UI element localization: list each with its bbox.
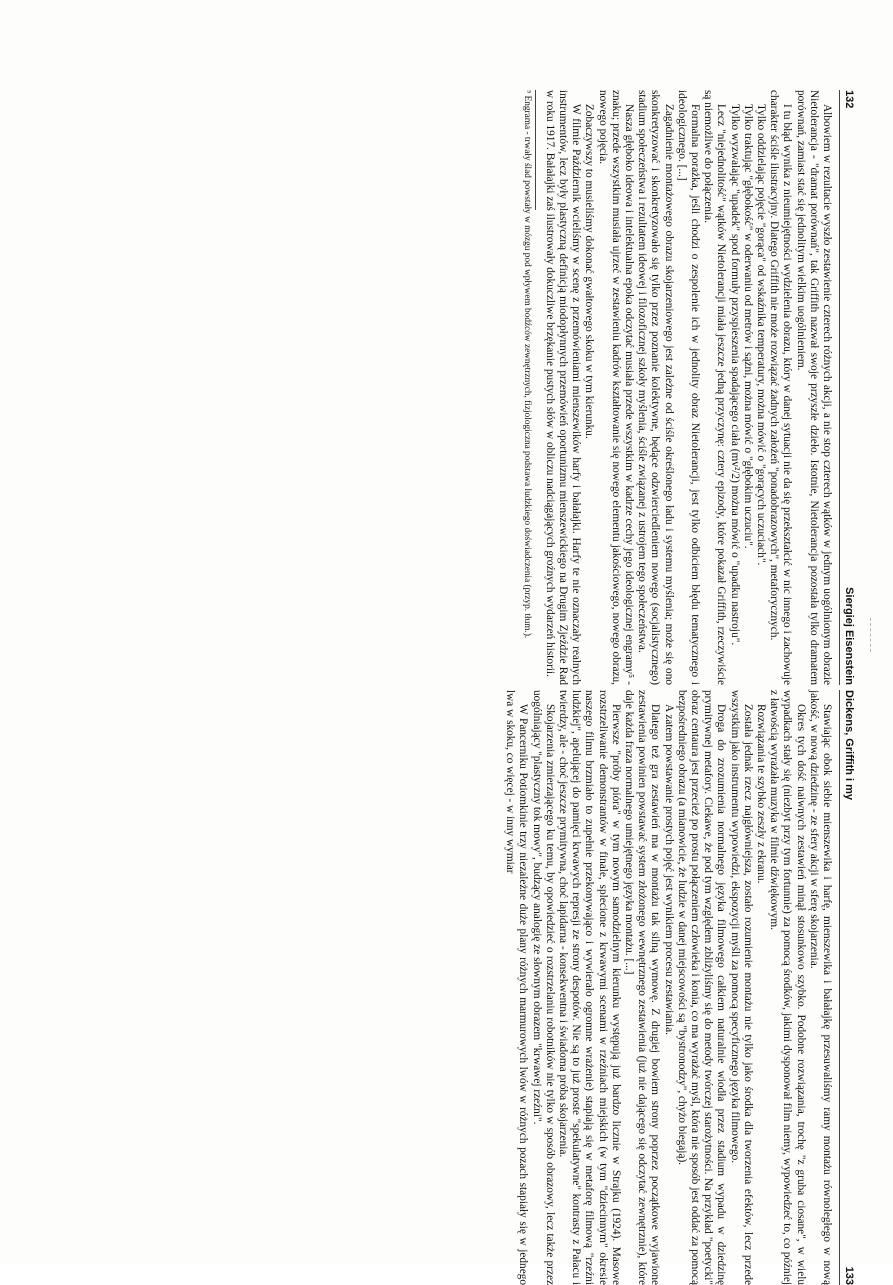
paragraph: Lecz "niejednolitość" wątków Nietolerancji miała jeszcze jedną przyczynę: cztery epizody, które pokazał Griffith, rzeczywiście są niemożliwe do połączenia. [702,90,728,685]
paragraph: Zagadnienie montażowego obrazu skojarzeniowego jest zależne od ściśle określonego ładu i systemu myślenia; może się ono skonkretyzować i skonkretyzowało się tylko przez poznanie kolektywne, będące odzwierciedleniem nowego (socjalistycznego) stadium społeczeństwa i rezultatem ideowej i filozoficznej szkoły myślenia, ściśle związanej z ustrojem tego społeczeństwa. [636,90,675,685]
paragraph: Zobaczywszy to musieliśmy dokonać gwałtowego skoku w tym kierunku. [583,104,596,439]
paragraph: Rozwiązania te szybko zeszły z ekranu. [754,704,767,884]
body-text [543,90,833,685]
running-head-title: Siergiej Eisenstein [843,587,855,685]
paragraph: Droga do zrozumienia normalnego języka filmowego całkiem naturalnie wiodła przez stadium wypadu w dziedzinę prymitywnej metafory. Ciekawe, że pod tym względem zbliżyliśmy się do metody twórczej starożytności. Na przykład "poetycki" obraz centaura jest przecież po prostu połączeniem człowieka i konia, co ma wyrażać myśl, która nie sposób jest oddać za pomocą bezpośredniego obrazu (a mianowicie, że ludzie w danej miejscowości są "bystronodzy", chyżo biegają). [675,690,728,1285]
paragraph: Tylko wyzwalając "upadek" spod formuły przyspieszenia spadającego ciała (mv²/2) można mówić o "upadku nastroju". [728,104,741,646]
footnote: ⁵ Engrama - trwały ślad powstały w mózgu pod wpływem bodźców zewnętrznych, fizjologiczna podstawa ludzkiego doświadczenia (przyp. tłum.). [521,90,532,639]
paragraph: Skojarzenia zmierzającego ku temu, by opowiedzieć o rozstrzelaniu robotników nie tylko w sposób obrazowy, lecz także przez uogólniający "plastyczny tok mowy", budzący analogię ze słownym obrazem "krwawej rzeźni". [530,690,556,1285]
right-page [433,690,855,1285]
paragraph: Tylko oddzielając pojęcie "gorąca" od wskaźnika temperatury, można mówić o "gorących uczuciach". [754,104,767,566]
paragraph: W filmie Październik wcieliśmy w scenę z przemówieniami mienszewików harfy i bałałajki. Harfy te nie oznaczały realnych instrumentów, lecz były plastyczną definicją miodopłynnych przemówień oportunizmu mienszewickiego na Drugim Zjeździe Rad w roku 1917. Bałałajki zaś ilustrowały dokuczliwe brzękanie pustych słów w obliczu nadciągających groźnych wydarzeń historii. [543,90,583,685]
running-head [839,690,855,1285]
paragraph: Została jednak rzecz najgłówniejsza, zostało rozumienie montażu nie tylko jako środka dla tworzenia efektów, lecz przede wszystkim jako instrumentu wypowiedzi, ekspozycji myśli za pomocą specyficznego języka filmowego. [728,690,754,1285]
paragraph: Okres tych dość naiwnych zestawień minął stosunkowo szybko. Podobne rozwiązania, trochę "z gruba ciosane", w wielu wypadkach stały się (niezbyt przy tym fortunnie) za pomocą środków, jakimi dysponował film niemy, wypowiedzeć to, co później z łatwością wyrażała muzyka w filmie dźwiękowym. [768,690,807,1285]
paragraph: Pierwsze "próby pióra" w tym nowym samodzielnym kierunku występują już bardzo licznie w Strajku (1924). Masowe rozstrzeliwanie demonstrantów w finale, splecione z krwawymi scenami w rzeźniach miejskich (w tym "dziecinnym" okresie naszego filmu brzmiało to zupełnie przekonywająco i wywierało ogromne wrażenie) stapiają się w metaforę filmową "rzeźni ludzkiej", apelującej do pamięci krwawych represji ze strony despotów. Nie są to już proste "spekulatywne" kontrasty z Pałacu i twierdzy, ale - choć jeszcze prymitywna, choć lapidarna - konsekwentna i świadoma próba skojarzenia. [556,690,622,1285]
paragraph: I tu błąd wynika z nieumiejętności wydzielenia obrazu, który w danej sytuacji nie da się przekształcić w nic innego i zachowuje charakter ściśle ilustracyjny. Dlatego Griffith nie może rozwiązać żadnych założeń "ponadobrazowych", metaforycznych. [768,90,794,685]
page-number: 132 [843,90,855,109]
page-number: 133 [843,1266,855,1285]
running-head-title: Dickens, Griffith i my [843,690,855,801]
body-text [503,690,833,1285]
running-head [839,90,855,685]
paragraph: Stawiając obok siebie mienszewika i harfę, mienszewika i bałałajkę przesuwaliśmy ramy montażu równoległego w nową jakość, w nową dziedzinę - ze sfery akcji w sferę skojarzenia. [807,690,833,1285]
paragraph: Albowiem w rezultacie wyszło zestawienie czterech różnych akcji, a nie stop czterech wątków w jednym uogólnionym obrazie Nietolerancja - "dramat porównań", tak Griffith nazwał swoje przyszłe dzieło. Istotnie, Nietolerancja pozostała tylko dramatem porównań, zamiast stać się jednolitym wielkim uogólnieniem. [794,90,833,685]
footnote-divider [535,90,536,210]
paragraph: Nasza głęboko ideowa i intelektualna epoka odczytać musiała przede wszystkim w kadrze cechy jego ideologicznej engramy⁵ - znaku; przede wszystkim musiała ujrzeć w zestawieniu kadrów kształtowanie się nowego elementu jakościowego, nowego obrazu, nowego pojęcia. [596,90,635,685]
paragraph: Tylko traktując "głębokość" w oderwaniu od metrów i sążni, można mówić o "głębokim uczuciu". [741,104,754,549]
left-page [433,90,855,685]
paragraph: Formalna porażka, jeśli chodzi o zespolenie ich w jednolity obraz Nietolerancji, jest tylko odbiciem błędu tematycznego i ideologicznego. [...] [675,90,701,685]
paragraph: A zatem powstawanie prostych pojęć jest wynikiem procesu zestawiania. [662,704,675,1035]
paragraph: Dlatego też gra zestawień ma w montażu tak silną wymowę. Z drugiej bowiem strony poprzez początkowe wyjawione zestawienia powinien powstawać system złożonego wewnętrznego zestawienia (już nie dającego się odczytać zewnętrznie), które daje każda fraza normalnego umiejętnego języka montażu. [...] [622,690,662,1285]
paragraph: W Pancerniku Potiomkinie trzy niezależne duże plany różnych marmurowych lwów w różnych pozach stapiały się w jednego lwa w skoku, co więcej - w inny wymiar [504,690,530,1285]
scan-artifact [870,618,885,652]
